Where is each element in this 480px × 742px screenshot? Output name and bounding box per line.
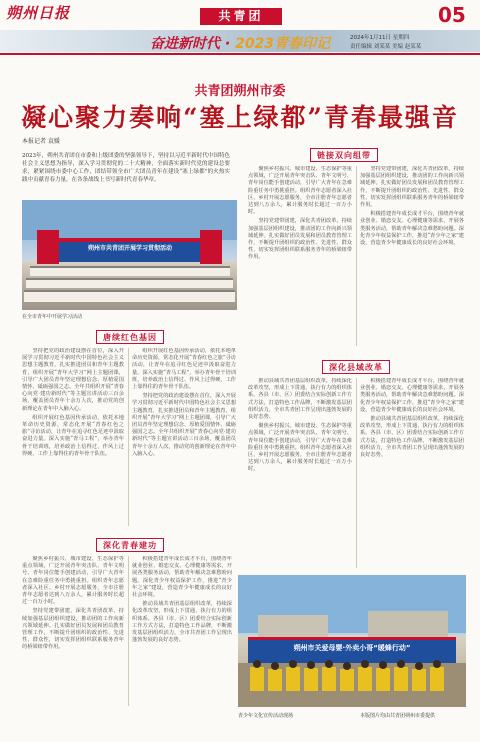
section-heading-reform: 深化县域改革 bbox=[322, 360, 390, 374]
col8-paragraph-b: 推动县域共青团基层组织改革，持续深化改革攻坚，形成上下贯通、执行有力的组织体系。各县（市、区）团委结合实际创新工作方式方法，打造特色工作品牌，不断激发基层团组织活力，全市共青团工作呈现出蓬勃发展的良好态势。 bbox=[132, 601, 232, 644]
photo2-caption: 本版图片均由共青团朔州市委提供 bbox=[360, 713, 436, 719]
section-heading-link: 链接双向组带 bbox=[310, 148, 378, 162]
byline: 本报记者 袁媛 bbox=[22, 138, 60, 145]
masthead: 朔州日报 bbox=[6, 4, 71, 22]
col7-paragraph-b: 坚持党建带团建，深化共青团改革，持续加强基层团组织建设，推动团的工作向新兴领域延伸。扎实做好团员发展和团员教育管理工作，不断提升团组织的政治性、先进性、群众性，切实发挥团组织联系服务青年的桥梁纽带作用。 bbox=[22, 608, 124, 651]
volunteer-photo-illustration bbox=[238, 575, 466, 707]
editor-line: 责任编辑 刘某某 美编 赵某某 bbox=[350, 44, 422, 50]
col1-paragraph: 坚持把党的政治建设摆在首位，深入开展学习贯彻习近平新时代中国特色社会主义思想主题教育，扎实推进团员和青年主题教育，组织开展“青年大学习”网上主题团课，引导广大团员青年坚定理想信念、厚植爱国情怀、砥砺强国之志。全年共组织开展“青春心向党·建功新时代”等主题宣讲活动三百余场，覆盖团员青年十余万人次，推动党的创新理论在青年中入脑入心。 bbox=[22, 348, 124, 412]
col4-paragraph-b: 积极搭建青年成长成才平台，围绕青年就业创业、婚恋交友、心理健康等需求，开展各类服务活动，帮助青年解决急难愁盼问题。深化青少年权益保护工作，推进“青少年之家”建设，营造青少年健康成长的良好社会环境。 bbox=[360, 211, 464, 247]
article-column-1 bbox=[22, 348, 124, 526]
article-headline: 凝心聚力奏响“塞上绿都”青春最强音 bbox=[21, 103, 459, 132]
col3-paragraph: 聚焦乡村振兴、城市建设、生态保护等重点领域，广泛开展青年突击队、青年文明号、青年岗位能手创建活动，引导广大青年在急难险重任务中勇挑重担。组织青年志愿者深入社区、乡村开展志愿服务，全市注册青年志愿者达到八万余人，累计服务时长超过一百万小时。 bbox=[248, 166, 352, 216]
article-column-3 bbox=[248, 166, 352, 346]
article-column-6 bbox=[360, 378, 464, 568]
section-tag: 共青团 bbox=[200, 8, 282, 25]
group-photo bbox=[22, 200, 237, 310]
date-line: 2024年1月11日 星期四 bbox=[350, 35, 410, 41]
col8-paragraph: 积极搭建青年成长成才平台，围绕青年就业创业、婚恋交友、心理健康等需求，开展各类服务活动，帮助青年解决急难愁盼问题。深化青少年权益保护工作，推进“青少年之家”建设，营造青少年健康成长的良好社会环境。 bbox=[132, 556, 232, 599]
section-heading-red-gene: 唐续红色基因 bbox=[96, 330, 164, 344]
col3-paragraph-b: 坚持党建带团建，深化共青团改革，持续加强基层团组织建设，推动团的工作向新兴领域延伸。扎实做好团员发展和团员教育管理工作，不断提升团组织的政治性、先进性、群众性，切实发挥团组织联系服务青年的桥梁纽带作用。 bbox=[248, 218, 352, 261]
col6-paragraph-b: 推动县域共青团基层组织改革，持续深化改革攻坚，形成上下贯通、执行有力的组织体系。各县（市、区）团委结合实际创新工作方式方法，打造特色工作品牌，不断激发基层团组织活力，全市共青团工作呈现出蓬勃发展的良好态势。 bbox=[360, 416, 464, 459]
column-divider bbox=[128, 556, 129, 706]
col2-paragraph-b: 坚持把党的政治建设摆在首位，深入开展学习贯彻习近平新时代中国特色社会主义思想主题教育，扎实推进团员和青年主题教育，组织开展“青年大学习”网上主题团课，引导广大团员青年坚定理想信念、厚植爱国情怀、砥砺强国之志。全年共组织开展“青春心向党·建功新时代”等主题宣讲活动三百余场，覆盖团员青年十余万人次，推动党的创新理论在青年中入脑入心。 bbox=[132, 393, 236, 457]
article-column-8 bbox=[132, 556, 232, 706]
group-photo-illustration bbox=[22, 200, 237, 310]
column-divider bbox=[356, 166, 357, 346]
article-column-4 bbox=[360, 166, 464, 346]
column-divider bbox=[356, 378, 357, 568]
col4-paragraph: 坚持党建带团建，深化共青团改革，持续加强基层团组织建设，推动团的工作向新兴领域延伸。扎实做好团员发展和团员教育管理工作，不断提升团组织的政治性、先进性、群众性，切实发挥团组织联系服务青年的桥梁纽带作用。 bbox=[360, 166, 464, 209]
lead-paragraph: 2023年，朔州共青团在市委和上级团委的坚强领导下，坚持以习近平新时代中国特色社会主义思想为指导，深入学习贯彻党的二十大精神，全面落实新时代党的建设总要求，紧紧围绕市委中心工作，团结带领全市广大团员青年在建设“塞上绿都”的火热实践中贡献青春力量，在各条战线上书写新时代青春华章。 bbox=[22, 153, 230, 183]
banner-prefix: 奋进新时代 · bbox=[150, 36, 236, 52]
volunteer-photo bbox=[238, 575, 466, 707]
photo3-caption: 青少年文化宣传活动现场 bbox=[238, 713, 294, 719]
group-photo-banner: 朔州市共青团开展学习贯彻活动 bbox=[87, 245, 172, 252]
banner-suffix: 2023青春印记 bbox=[235, 36, 331, 52]
header-rule bbox=[0, 53, 480, 55]
col6-paragraph: 积极搭建青年成长成才平台，围绕青年就业创业、婚恋交友、心理健康等需求，开展各类服务活动，帮助青年解决急难愁盼问题。深化青少年权益保护工作，推进“青少年之家”建设，营造青少年健康成长的良好社会环境。 bbox=[360, 378, 464, 413]
col1-paragraph-b: 组织开展红色基因传承活动，依托本地革命历史资源，常态化开展“青春红色之旅”寻访活动，让青年在追寻红色足迹中汲取奋进力量。深入实施“青马工程”，举办青年骨干培训班，培养政治上信得过、作风上过得硬、工作上靠得住的青年骨干队伍。 bbox=[22, 414, 124, 457]
volunteer-photo-banner: 朔州市关爱母婴·外卖小哥“暖蜂行动” bbox=[293, 644, 411, 652]
column-divider bbox=[128, 348, 129, 526]
article-column-2 bbox=[132, 348, 236, 526]
article-column-7 bbox=[22, 556, 124, 706]
article-column-5 bbox=[248, 378, 352, 568]
section-heading-youth: 深化青春建功 bbox=[96, 538, 164, 552]
col2-paragraph: 组织开展红色基因传承活动，依托本地革命历史资源，常态化开展“青春红色之旅”寻访活动，让青年在追寻红色足迹中汲取奋进力量。深入实施“青马工程”，举办青年骨干培训班，培养政治上信得过、作风上过得硬、工作上靠得住的青年骨干队伍。 bbox=[132, 348, 236, 391]
col5-paragraph-b: 聚焦乡村振兴、城市建设、生态保护等重点领域，广泛开展青年突击队、青年文明号、青年岗位能手创建活动，引导广大青年在急难险重任务中勇挑重担。组织青年志愿者深入社区、乡村开展志愿服务，全市注册青年志愿者达到八万余人，累计服务时长超过一百万小时。 bbox=[248, 423, 352, 473]
col5-paragraph: 推动县域共青团基层组织改革，持续深化改革攻坚，形成上下贯通、执行有力的组织体系。各县（市、区）团委结合实际创新工作方式方法，打造特色工作品牌，不断激发基层团组织活力，全市共青团工作呈现出蓬勃发展的良好态势。 bbox=[248, 378, 352, 421]
col7-paragraph: 聚焦乡村振兴、城市建设、生态保护等重点领域，广泛开展青年突击队、青年文明号、青年岗位能手创建活动，引导广大青年在急难险重任务中勇挑重担。组织青年志愿者深入社区、乡村开展志愿服务，全市注册青年志愿者达到八万余人，累计服务时长超过一百万小时。 bbox=[22, 556, 124, 606]
photo1-caption: 在全市青年中开展学习活动 bbox=[22, 314, 83, 320]
article-kicker: 共青团朔州市委 bbox=[194, 84, 286, 99]
banner-title bbox=[150, 33, 330, 53]
page-number: 05 bbox=[438, 3, 466, 27]
